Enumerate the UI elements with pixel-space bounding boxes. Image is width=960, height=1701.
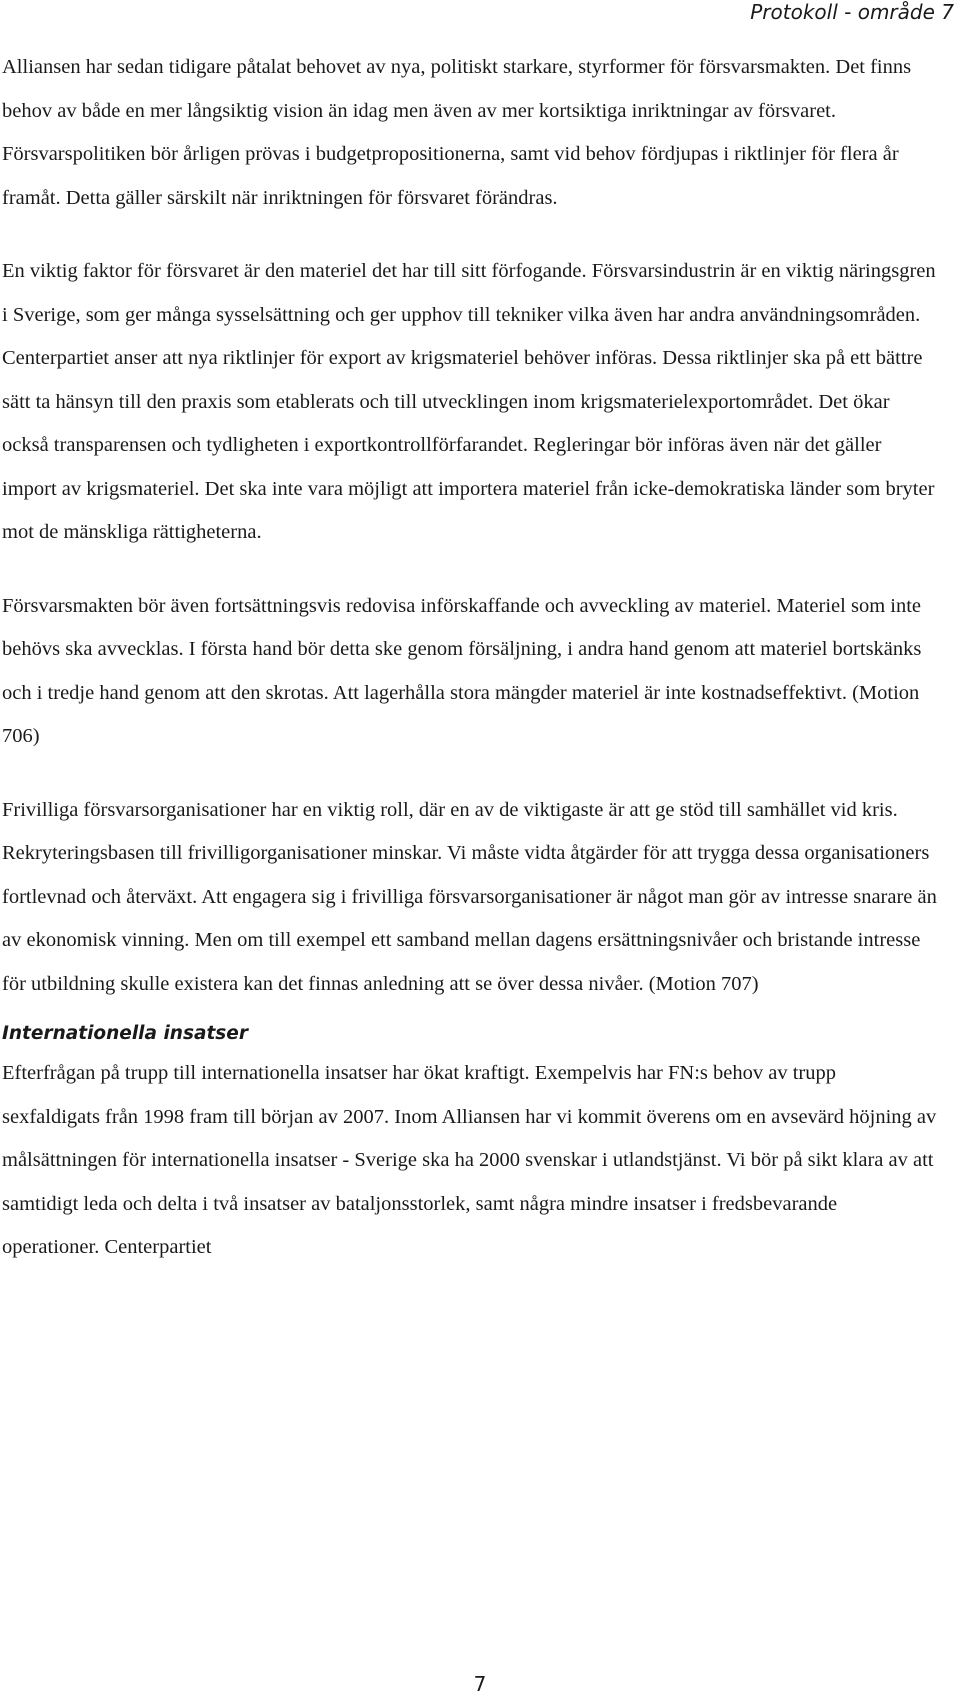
paragraph-avveckling: Försvarsmakten bör även fortsättningsvis redovisa införskaffande och avveckling av materiel. Materiel som inte behövs ska avvecklas. I första hand bör detta ske genom försäljning, i andra hand genom att materiel bortskänks och i tredje hand genom att den skrotas. Att lagerhålla stora mängder materiel är inte kostnadseffektivt. (Motion 706) — [2, 594, 922, 747]
paragraph-materiel-export: En viktig faktor för försvaret är den materiel det har till sitt förfogande. Försvarsindustrin är en viktig näringsgren i Sverige, som ger många sysselsättning och ger upphov till tekniker vilka även har andra användningsområden. Centerpartiet anser att nya riktlinjer för export av krigsmateriel behöver införas. Dessa riktlinjer ska på ett bättre sätt ta hänsyn till den praxis som etablerats och till utvecklingen inom krigsmaterielexportområdet. Det ökar också transparensen och tydligheten i exportkontrollförfarandet. Regleringar bör införas även när det gäller import av krigsmateriel. Det ska inte vara möjligt att importera materiel från icke-demokratiska länder som bryter mot de mänskliga rättigheterna. — [2, 260, 936, 543]
document-body — [2, 46, 938, 1300]
running-header: Protokoll - område 7 — [750, 0, 954, 24]
section-heading: Internationella insatser — [2, 1023, 248, 1044]
page-number: 7 — [473, 1672, 487, 1696]
paragraph-internationella-insatser: Efterfrågan på trupp till internationella insatser har ökat kraftigt. Exempelvis har FN:s behov av trupp sexfaldigats från 1998 fram till början av 2007. Inom Alliansen har vi kommit överens om en avsevärd höjning av målsättningen för internationella insatser - Sverige ska ha 2000 svenskar i utlandstjänst. Vi bör på sikt klara av att samtidigt leda och delta i två insatser av bataljonsstorlek, samt några mindre insatser i fredsbevarande operationer. Centerpartiet — [2, 1062, 937, 1258]
paragraph-frivilliga: Frivilliga försvarsorganisationer har en viktig roll, där en av de viktigaste är att ge stöd till samhället vid kris. Rekryteringsbasen till frivilligorganisationer minskar. Vi måste vidta åtgärder för att trygga dessa organisationers fortlevnad och återväxt. Att engagera sig i frivilliga försvarsorganisationer är något man gör av intresse snarare än av ekonomisk vinning. Men om till exempel ett samband mellan dagens ersättningsnivåer och bristande intresse för utbildning skulle existera kan det finnas anledning att se över dessa nivåer. (Motion 707) — [2, 798, 937, 995]
paragraph-styrformer: Alliansen har sedan tidigare påtalat behovet av nya, politiskt starkare, styrformer för försvarsmakten. Det finns behov av både en mer långsiktig vision än idag men även av mer kortsiktiga inriktningar av försvaret. Försvarspolitiken bör årligen prövas i budgetpropositionerna, samt vid behov fördjupas i riktlinjer för flera år framåt. Detta gäller särskilt när inriktningen för försvaret förändras. — [2, 56, 912, 209]
